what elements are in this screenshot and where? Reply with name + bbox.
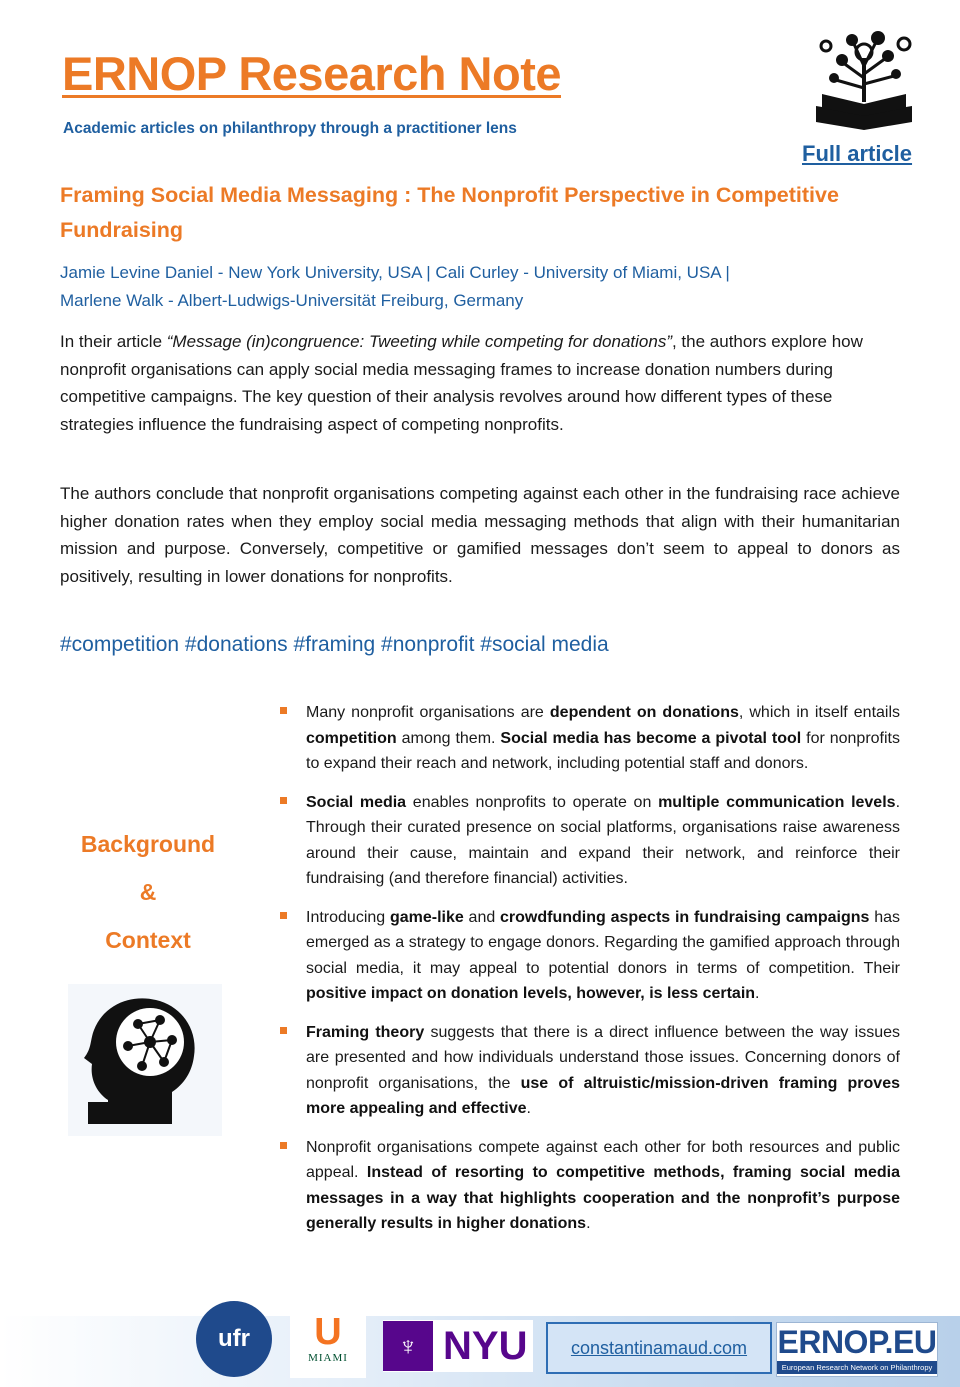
section-heading-line-2: &: [139, 879, 157, 905]
ernop-eu-logo: [776, 1322, 938, 1377]
head-with-network-brain-icon: [68, 984, 222, 1136]
ernop-eu-text: ERNOP.EU: [777, 1324, 937, 1360]
text: Many nonprofit organisations are: [306, 704, 550, 721]
nyu-logo: [383, 1320, 533, 1372]
p1-rest: , the authors explore how nonprofit organisations can apply social media messaging frames to increase donation numbers during competitive campaigns. The key question of their analysis revolves around how different types of these strategies influence the fundraising aspect of competing nonprofits.: [60, 332, 863, 434]
bold-text: use of altruistic/mission-driven framing proves more appealing and effective: [306, 1074, 900, 1117]
bold-text: game-like: [389, 908, 464, 926]
bullet-marker-icon: [280, 1142, 287, 1149]
list-item: [280, 790, 900, 892]
summary-paragraph-2: The authors conclude that nonprofit organisations competing against each other in the fundraising race achieve higher donation rates when they employ social media messaging methods that align with their humanitarian mission and purpose. Conversely, competitive or gamified messages don’t seem to appeal to donors as positively, resulting in lower donations for nonprofits.: [60, 484, 900, 586]
authors: [60, 259, 850, 315]
miami-text: MIAMI: [308, 1352, 348, 1364]
bullet-marker-icon: [280, 912, 287, 919]
full-article-link[interactable]: Full article: [802, 141, 913, 166]
list-item: [280, 1135, 900, 1237]
website-link[interactable]: constantinamaud.com: [546, 1322, 772, 1374]
p1-intro: In their article: [60, 332, 167, 351]
bold-text: Social media has become a pivotal tool: [500, 729, 802, 747]
list-item: [280, 905, 900, 1007]
article-title: Framing Social Media Messaging : The Nonprofit Perspective in Competitive Fundraising: [60, 183, 839, 242]
list-item: [280, 1020, 900, 1122]
section-heading: [60, 820, 236, 964]
text: among them.: [396, 729, 501, 747]
text: enables nonprofits to operate on: [406, 793, 659, 811]
text: .: [586, 1215, 591, 1232]
tagline: Academic articles on philanthropy through a practitioner lens: [63, 120, 517, 137]
bold-text: crowdfunding aspects in fundraising campaigns: [500, 908, 870, 926]
bold-text: competition: [306, 729, 397, 747]
ufr-logo: ufr: [196, 1301, 272, 1377]
text: Introducing: [306, 908, 390, 926]
text: for nonprofits to expand their reach and network, including potential staff and donors.: [306, 729, 901, 772]
text: , which in itself entails: [738, 704, 901, 721]
text: . Through their curated presence on social platforms, organisations raise awareness around their cause, maintain and expand their network, and reinforce their fundraising (and therefore financial) activities.: [306, 793, 901, 887]
bullet-marker-icon: [280, 797, 287, 804]
authors-line-1: Jamie Levine Daniel - New York University, USA | Cali Curley - University of Miami, USA |: [60, 263, 730, 282]
ernop-eu-subtitle: European Research Network on Philanthropy: [777, 1361, 937, 1374]
bullet-marker-icon: [280, 1027, 287, 1034]
text: .: [755, 985, 760, 1002]
page-title: ERNOP Research Note: [62, 47, 561, 100]
text: .: [526, 1100, 531, 1117]
bold-text: Social media: [306, 793, 407, 811]
key-points-list: [280, 700, 900, 1250]
nyu-text: NYU: [443, 1323, 528, 1368]
section-heading-line-3: Context: [105, 927, 191, 953]
bold-text: Framing theory: [306, 1023, 425, 1041]
torch-icon: ♆: [383, 1321, 433, 1371]
bold-text: dependent on donations: [549, 704, 739, 721]
section-heading-line-1: Background: [80, 831, 216, 857]
bold-text: Instead of resorting to competitive methods, framing social media messages in a way that highlights cooperation and the nonprofit’s purpose generally results in higher donations: [306, 1164, 901, 1232]
hashtags: #competition #donations #framing #nonprofit #social media: [60, 633, 609, 656]
summary-paragraph-1: [60, 328, 900, 438]
list-item: [280, 700, 900, 777]
miami-logo: [290, 1312, 366, 1378]
bullet-marker-icon: [280, 707, 287, 714]
p1-article-title: “Message (in)congruence: Tweeting while competing for donations”: [166, 332, 672, 351]
text: suggests that there is a direct influence between the way issues are presented and how individuals understand those issues. Concerning donors of nonprofit organisations, the: [306, 1023, 900, 1092]
authors-line-2: Marlene Walk - Albert-Ludwigs-Universität Freiburg, Germany: [60, 291, 524, 310]
miami-u-mark: U: [314, 1311, 342, 1353]
bold-text: multiple communication levels: [658, 793, 896, 811]
book-with-ideas-tree-icon: [806, 18, 924, 136]
text: has emerged as a strategy to engage donors. Regarding the gamified approach through social media, it may appeal to potential donors in terms of competition. Their: [306, 908, 900, 977]
text: and: [463, 908, 501, 926]
bold-text: positive impact on donation levels, however, is less certain: [306, 985, 756, 1002]
text: Nonprofit organisations compete against each other for both resources and public appeal.: [306, 1138, 900, 1181]
